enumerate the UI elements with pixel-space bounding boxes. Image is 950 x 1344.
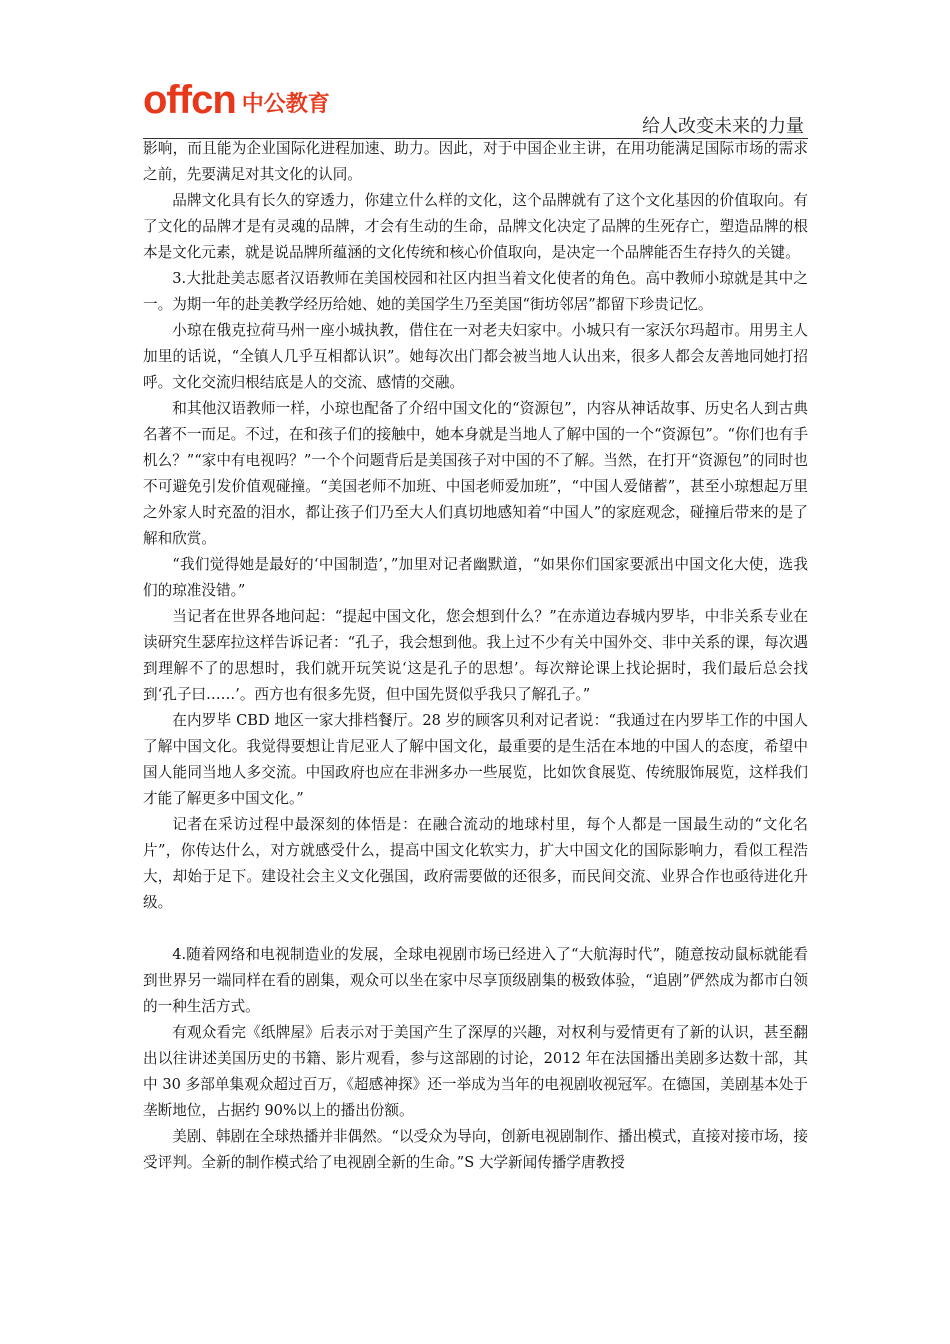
paragraph: 4.随着网络和电视制造业的发展，全球电视剧市场已经进入了“大航海时代”，随意按动鼠标就能看到世界另一端同样在看的剧集，观众可以坐在家中尽享顶级剧集的极致体验，“追剧”俨然成为都市白领的一种生活方式。	[143, 946, 808, 1015]
paragraph: 影响，而且能为企业国际化进程加速、助力。因此，对于中国企业主讲，在用功能满足国际市场的需求之前，先要满足对其文化的认同。	[143, 140, 808, 183]
offcn-logo	[143, 80, 330, 120]
paragraph: 品牌文化具有长久的穿透力，你建立什么样的文化，这个品牌就有了这个文化基因的价值取向。有了文化的品牌才是有灵魂的品牌，才会有生动的生命，品牌文化决定了品牌的生死存亡，塑造品牌的根本是文化元素，就是说品牌所蕴涵的文化传统和核心价值取向，是决定一个品牌能否生存持久的关键。	[143, 192, 808, 261]
paragraph: 3.大批赴美志愿者汉语教师在美国校园和社区内担当着文化使者的角色。高中教师小琼就是其中之一。为期一年的赴美教学经历给她、她的美国学生乃至美国“街坊邻居”都留下珍贵记忆。	[143, 270, 808, 313]
paragraph: 小琼在俄克拉荷马州一座小城执教，借住在一对老夫妇家中。小城只有一家沃尔玛超市。用男主人加里的话说，“全镇人几乎互相都认识”。她每次出门都会被当地人认出来，很多人都会友善地同她打招呼。文化交流归根结底是人的交流、感情的交融。	[143, 322, 808, 391]
paragraph: 美剧、韩剧在全球热播并非偶然。“以受众为导向，创新电视剧制作、播出模式，直接对接市场，接受评判。全新的制作模式给了电视剧全新的生命。”S 大学新闻传播学唐教授	[143, 1128, 808, 1171]
header-slogan: 给人改变未来的力量	[642, 116, 804, 137]
document-body	[143, 136, 808, 1176]
paragraph: 当记者在世界各地问起：“提起中国文化，您会想到什么？”在赤道边春城内罗毕，中非关系专业在读研究生瑟库拉这样告诉记者：“孔子，我会想到他。我上过不少有关中国外交、非中关系的课，每次遇到理解不了的思想时，我们就开玩笑说‘这是孔子的思想’。每次辩论课上找论据时，我们最后总会找到‘孔子曰……’。西方也有很多先贤，但中国先贤似乎我只了解孔子。”	[143, 608, 808, 703]
logo-chinese-text: 中公教育	[241, 92, 330, 117]
paragraph: 在内罗毕 CBD 地区一家大排档餐厅。28 岁的顾客贝利对记者说：“我通过在内罗毕工作的中国人了解中国文化。我觉得要想让肯尼亚人了解中国文化，最重要的是生活在本地的中国人的态度，希望中国人能同当地人多交流。中国政府也应在非洲多办一些展览，比如饮食展览、传统服饰展览，这样我们才能了解更多中国文化。”	[143, 712, 808, 807]
page-header	[143, 70, 808, 142]
logo-latin-text: offcn	[143, 78, 236, 122]
paragraph: 和其他汉语教师一样，小琼也配备了介绍中国文化的“资源包”，内容从神话故事、历史名人到古典名著不一而足。不过，在和孩子们的接触中，她本身就是当地人了解中国的一个“资源包”。“你们也有手机么？”“家中有电视吗？”一个个问题背后是美国孩子对中国的不了解。当然，在打开“资源包”的同时也不可避免引发价值观碰撞。“美国老师不加班、中国老师爱加班”，“中国人爱储蓄”，甚至小琼想起万里之外家人时充盈的泪水，都让孩子们乃至大人们真切地感知着“中国人”的家庭观念，碰撞后带来的是了解和欣赏。	[143, 400, 808, 547]
paragraph: “我们觉得她是最好的‘中国制造’，”加里对记者幽默道，“如果你们国家要派出中国文化大使，选我们的琼准没错。”	[143, 556, 808, 599]
paragraph: 记者在采访过程中最深刻的体悟是：在融合流动的地球村里，每个人都是一国最生动的“文化名片”，你传达什么，对方就感受什么，提高中国文化软实力，扩大中国文化的国际影响力，看似工程浩大，却始于足下。建设社会主义文化强国，政府需要做的还很多，而民间交流、业界合作也亟待进化升级。	[143, 816, 808, 911]
paragraph: 有观众看完《纸牌屋》后表示对于美国产生了深厚的兴趣，对权利与爱情更有了新的认识，甚至翻出以往讲述美国历史的书籍、影片观看，参与这部剧的讨论，2012 年在法国播出美剧多达数十部，其中 30 多部单集观众超过百万，《超感神探》还一举成为当年的电视剧收视冠军。在德国，美剧基本处于垄断地位，占据约 90%以上的播出份额。	[143, 1024, 808, 1119]
